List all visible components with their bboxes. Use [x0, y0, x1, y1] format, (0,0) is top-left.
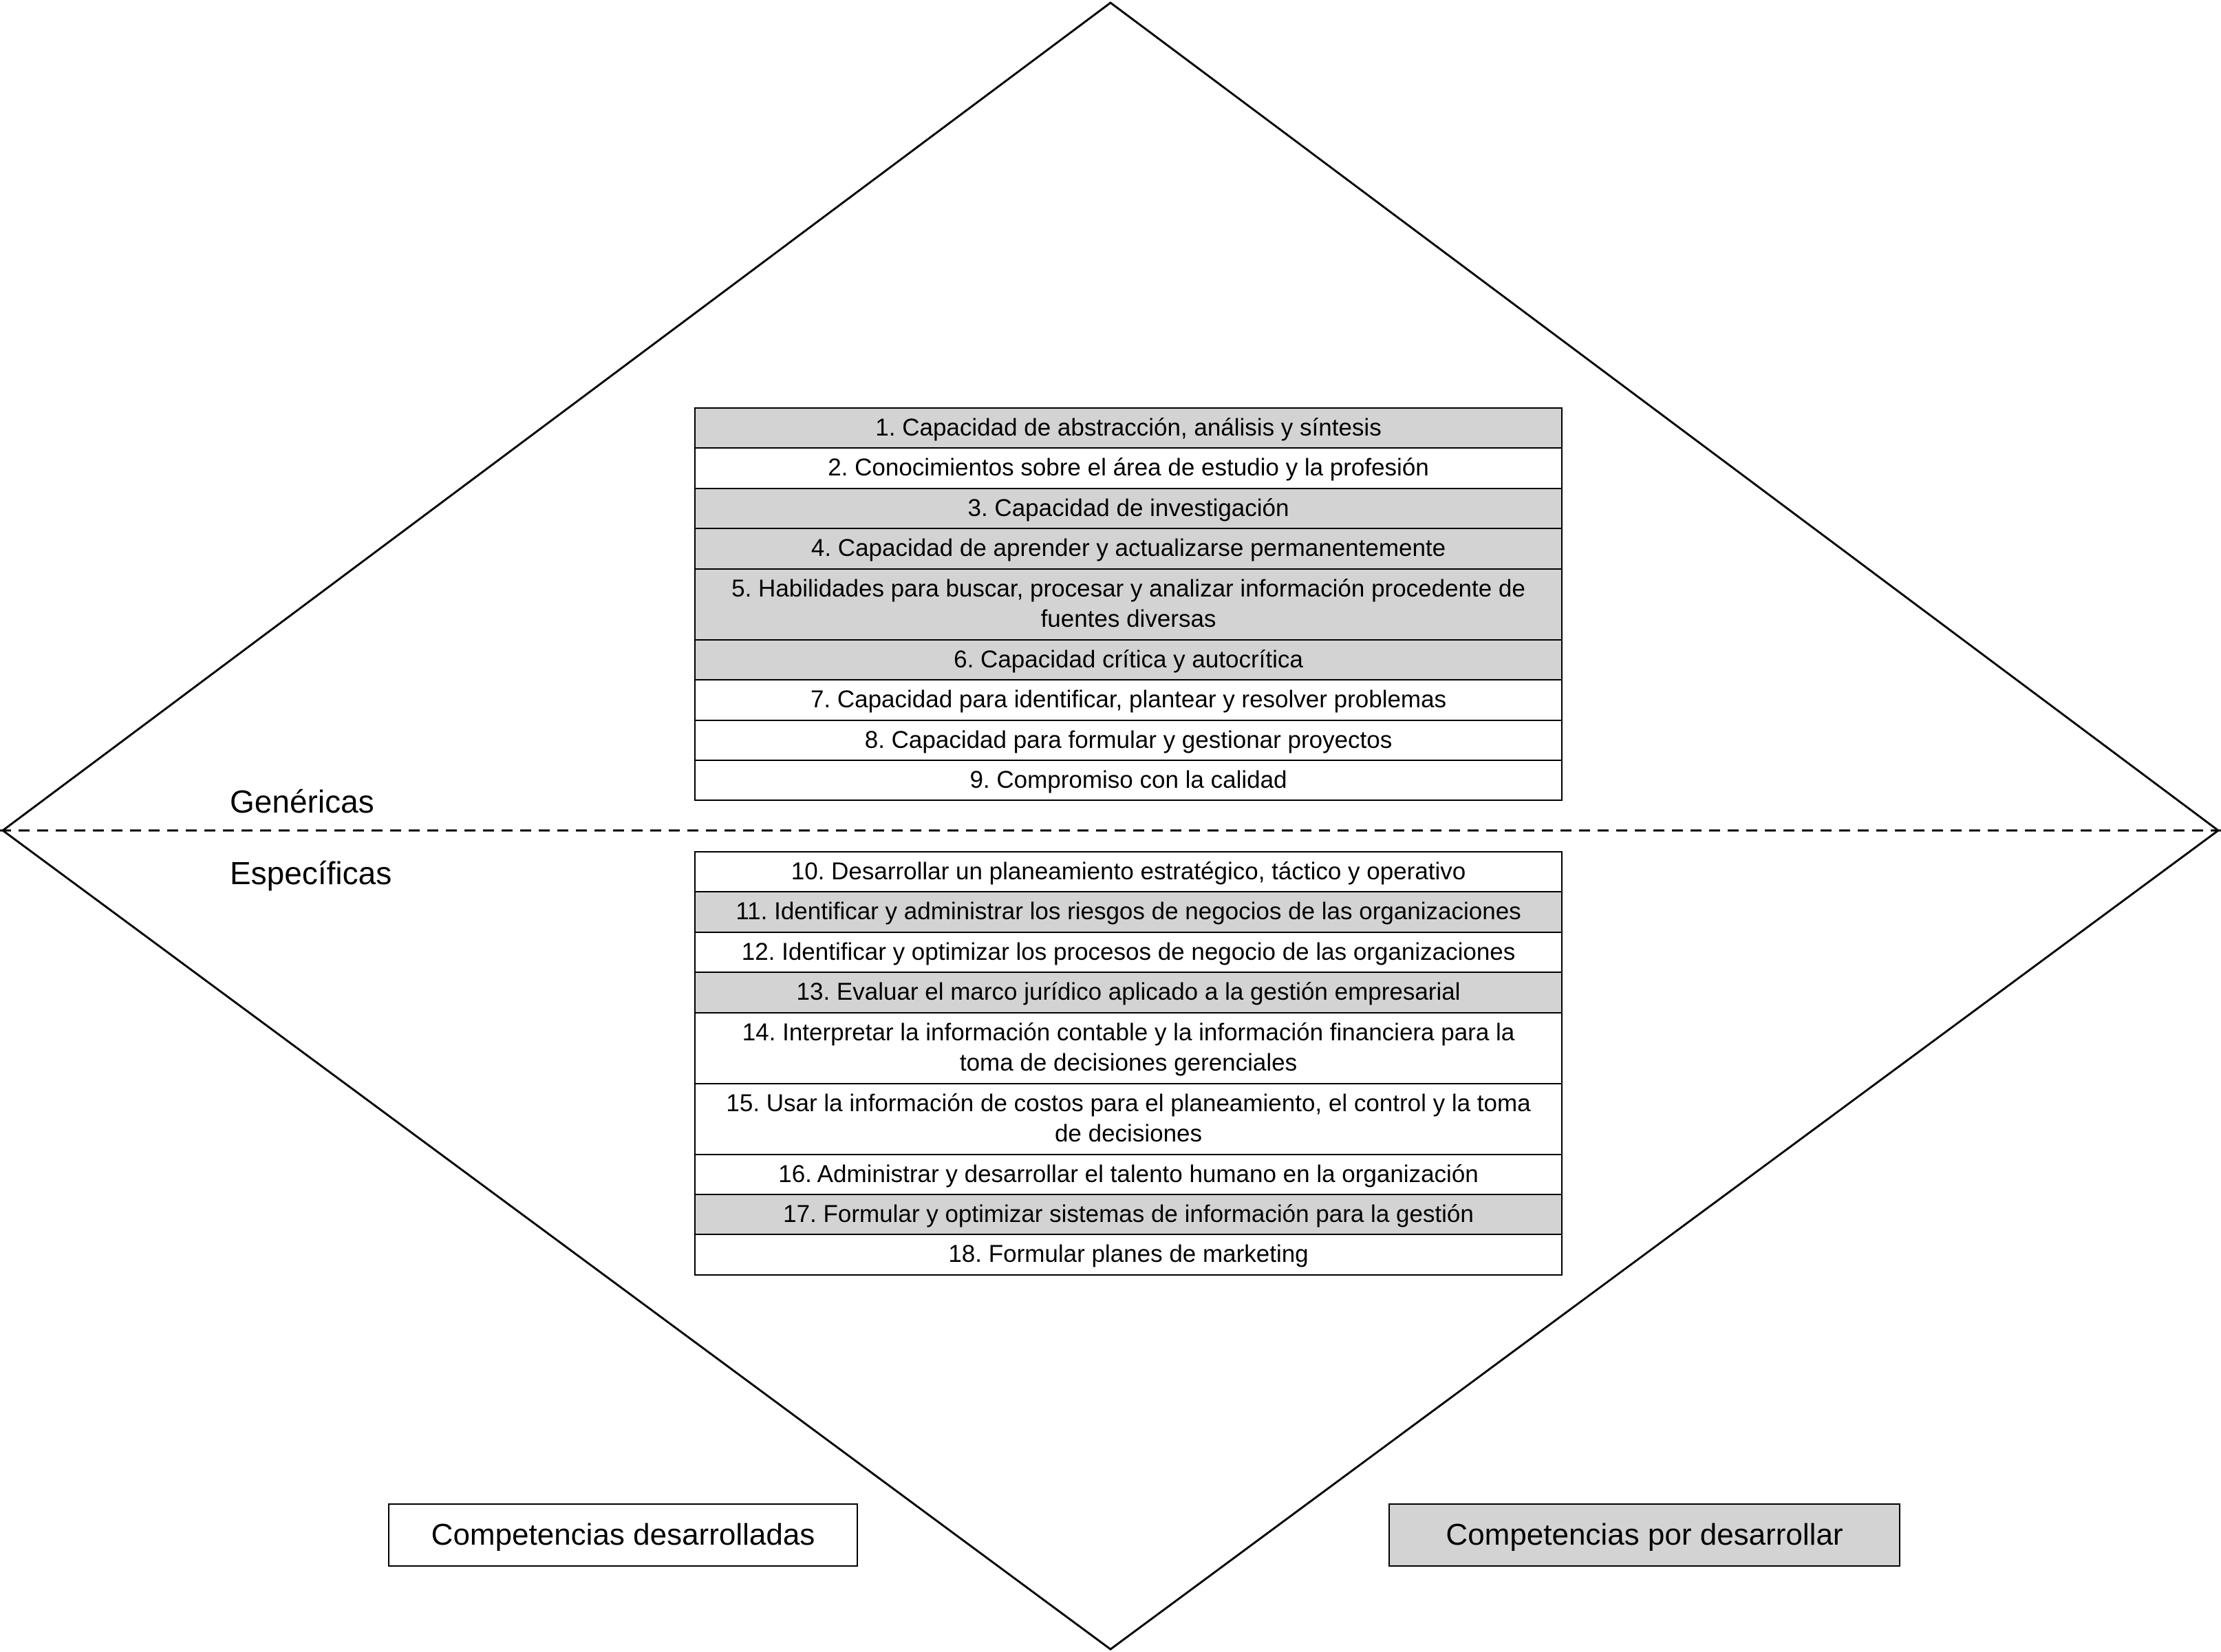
competency-row: 3. Capacidad de investigación [696, 488, 1561, 528]
competency-row: 6. Capacidad crítica y autocrítica [696, 639, 1561, 679]
diamond-outline [3, 3, 2218, 1649]
competency-row: 1. Capacidad de abstracción, análisis y síntesis [696, 409, 1561, 447]
competency-row: 8. Capacidad para formular y gestionar proyectos [696, 720, 1561, 760]
competency-row: 9. Compromiso con la calidad [696, 760, 1561, 800]
competency-row: 17. Formular y optimizar sistemas de información para la gestión [696, 1194, 1561, 1234]
specific-competencies-table [694, 851, 1563, 1276]
competency-row: 12. Identificar y optimizar los procesos de negocio de las organizaciones [696, 932, 1561, 972]
competency-row: 4. Capacidad de aprender y actualizarse permanentemente [696, 528, 1561, 568]
competency-row: 10. Desarrollar un planeamiento estratégico, táctico y operativo [696, 852, 1561, 891]
specific-section-label: Específicas [230, 855, 392, 891]
competency-row: 14. Interpretar la información contable y la información financiera para la toma de decisiones gerenciales [696, 1012, 1561, 1083]
generic-competencies-table [694, 407, 1563, 801]
competency-row: 11. Identificar y administrar los riesgos de negocios de las organizaciones [696, 891, 1561, 931]
competency-row: 18. Formular planes de marketing [696, 1234, 1561, 1274]
competency-row: 7. Capacidad para identificar, plantear y resolver problemas [696, 679, 1561, 719]
competency-row: 15. Usar la información de costos para el planeamiento, el control y la toma de decisiones [696, 1083, 1561, 1154]
competency-row: 2. Conocimientos sobre el área de estudio y la profesión [696, 447, 1561, 487]
competency-row: 5. Habilidades para buscar, procesar y analizar información procedente de fuentes diversas [696, 568, 1561, 639]
legend-competencies-to-develop: Competencias por desarrollar [1388, 1503, 1900, 1567]
competency-row: 13. Evaluar el marco jurídico aplicado a la gestión empresarial [696, 972, 1561, 1011]
competency-row: 16. Administrar y desarrollar el talento humano en la organización [696, 1154, 1561, 1194]
legend-developed-competencies: Competencias desarrolladas [388, 1503, 858, 1567]
generic-section-label: Genéricas [230, 784, 374, 819]
